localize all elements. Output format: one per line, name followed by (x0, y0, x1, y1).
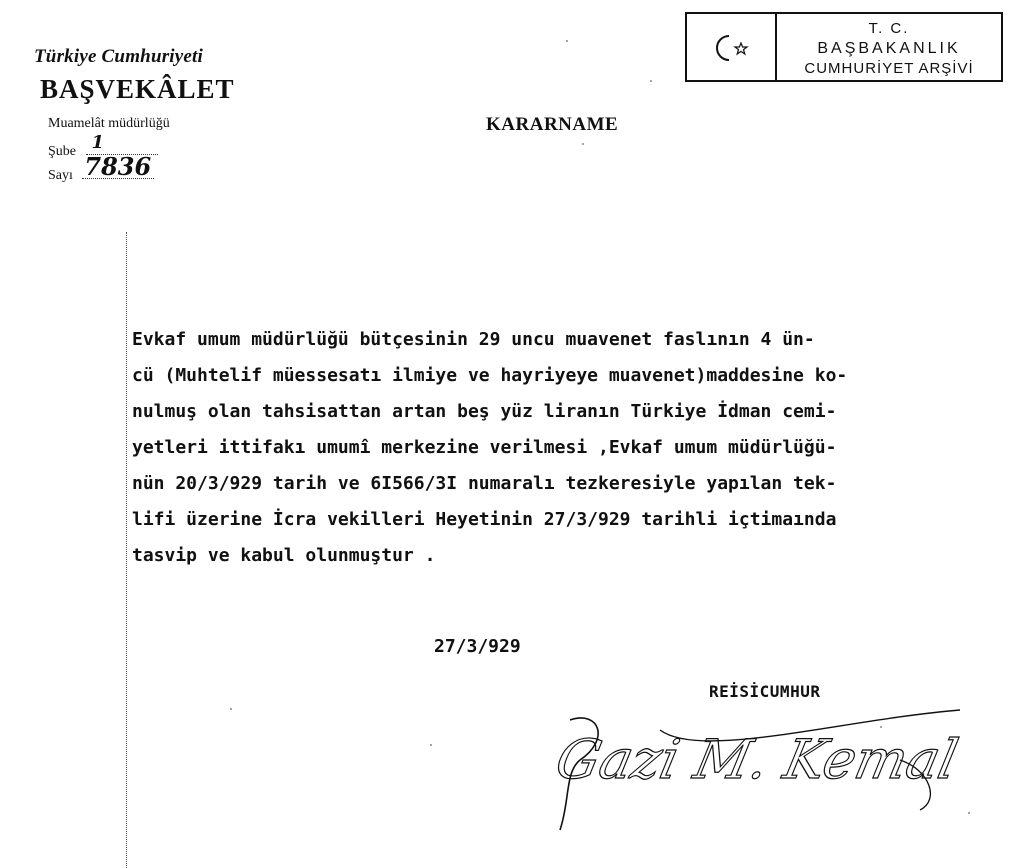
crescent-star-icon (709, 30, 755, 66)
letterhead-country: Türkiye Cumhuriyeti (34, 46, 204, 67)
archive-stamp (685, 12, 1003, 82)
paper-speck (230, 708, 232, 710)
margin-line (126, 232, 127, 868)
sayi-value: 7836 (84, 152, 152, 181)
sube-label: Şube (48, 144, 76, 159)
paper-speck (880, 726, 882, 728)
letterhead-office: BAŞVEKÂLET (40, 74, 235, 104)
handwritten-signature (540, 700, 980, 840)
sube-value: 1 (91, 132, 105, 153)
sayi-label: Sayı (48, 168, 73, 183)
stamp-line-1: T. C. (868, 20, 910, 37)
decree-date: 27/3/929 (434, 636, 521, 657)
stamp-divider (775, 14, 777, 80)
paper-speck (582, 143, 584, 145)
paper-speck (650, 80, 652, 82)
body-line: lifi üzerine İcra vekilleri Heyetinin 27/3/929 tarihli içtimaında (132, 509, 837, 530)
paper-speck (968, 812, 970, 814)
signature-text: Gazi M. Kemal (550, 727, 964, 791)
signatory-title: REİSİCUMHUR (709, 682, 821, 701)
body-line: tasvip ve kabul olunmuştur . (132, 545, 436, 566)
letterhead-sayi-row (48, 152, 154, 184)
body-line: Evkaf umum müdürlüğü bütçesinin 29 uncu muavenet faslının 4 ün- (132, 329, 815, 350)
body-line: nün 20/3/929 tarih ve 6I566/3I numaralı tezkeresiyle yapılan tek- (132, 473, 837, 494)
body-line: yetleri ittifakı umumî merkezine verilmesi ,Evkaf umum müdürlüğü- (132, 437, 837, 458)
body-line: cü (Muhtelif müessesatı ilmiye ve hayriyeye muavenet)maddesine ko- (132, 365, 848, 386)
stamp-line-2: BAŞBAKANLIK (817, 40, 961, 57)
stamp-line-3: CUMHURİYET ARŞİVİ (804, 60, 974, 77)
paper-speck (430, 744, 432, 746)
paper-speck (566, 40, 568, 42)
document-title: KARARNAME (486, 114, 619, 135)
sayi-field (82, 152, 154, 181)
body-line: nulmuş olan tahsisattan artan beş yüz liranın Türkiye İdman cemi- (132, 401, 837, 422)
letterhead-directorate: Muamelât müdürlüğü (48, 116, 170, 131)
decree-body (132, 322, 1002, 574)
